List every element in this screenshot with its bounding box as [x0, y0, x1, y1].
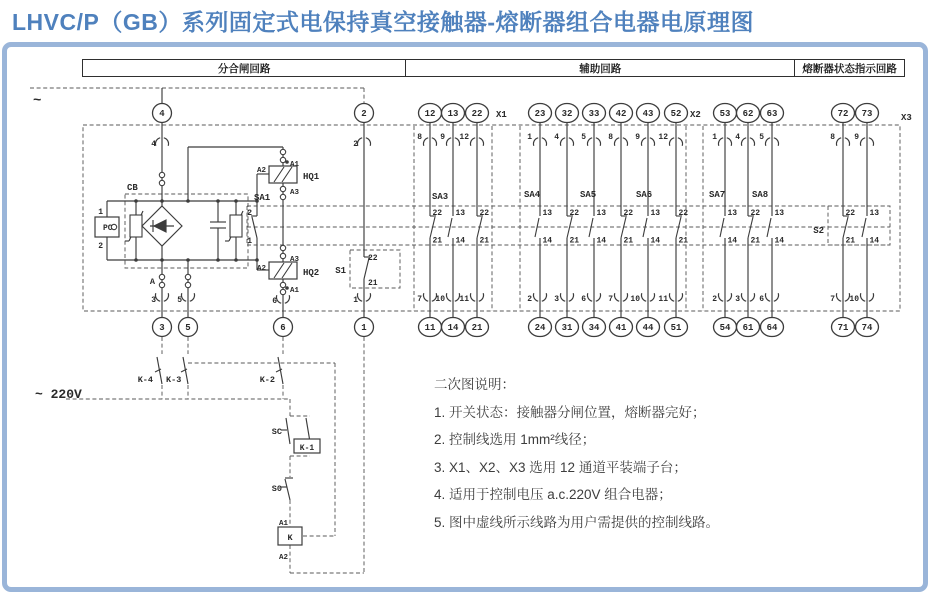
- contact-blade: [720, 218, 724, 237]
- connector-number: 9: [635, 133, 640, 142]
- junction-dot: [216, 258, 220, 262]
- secondary-diagram-notes: [434, 371, 864, 536]
- contact-number: 21: [569, 236, 580, 246]
- contact-number: 13: [542, 209, 553, 218]
- plug-contact-icon: [185, 274, 190, 279]
- contact-number: 21: [479, 236, 490, 246]
- connector-number: 11: [459, 295, 469, 304]
- note-line: 2. 控制线选用 1mm²线径；: [434, 432, 596, 447]
- schematic-label: A1: [290, 161, 300, 169]
- junction-dot: [255, 258, 259, 262]
- schematic-label: X2: [690, 110, 701, 120]
- schematic-label: X1: [496, 110, 507, 120]
- junction-dot: [285, 286, 289, 290]
- junction-dot: [134, 258, 138, 262]
- terminal-number: 74: [861, 323, 873, 334]
- connector-number: 9: [440, 133, 445, 142]
- connector-number: 2: [712, 295, 717, 304]
- note-line: 3. X1、X2、X3 选用 12 通道平装端子台；: [434, 459, 687, 475]
- connector-number: 10: [630, 295, 640, 304]
- contact-blade: [589, 218, 593, 237]
- connector-number: 6: [759, 295, 764, 304]
- connector-number: 8: [608, 133, 613, 142]
- contact-number: 13: [650, 209, 661, 218]
- schematic-label: A1: [290, 287, 300, 295]
- schematic-label: 4: [151, 140, 156, 149]
- schematic-label: A3: [290, 256, 300, 264]
- contact-blade: [767, 218, 771, 237]
- schematic-label: 6: [272, 297, 277, 306]
- connector-number: 8: [830, 133, 835, 142]
- contact-number: 22: [678, 209, 689, 218]
- schematic-label: SA7: [709, 190, 726, 200]
- terminal-number: 71: [837, 323, 849, 334]
- contact-number: 21: [623, 236, 634, 246]
- dashed-enclosure: [83, 125, 900, 311]
- contact-number: 13: [596, 209, 607, 218]
- contact-number: 14: [727, 236, 738, 246]
- schematic-label: ~: [33, 93, 42, 109]
- terminal-number: 63: [766, 109, 778, 120]
- schematic-label: 2: [353, 140, 358, 149]
- junction-dot: [285, 160, 289, 164]
- dashed-enclosure: [828, 206, 890, 245]
- contact-number: 14: [596, 236, 607, 246]
- schematic-label: ~ 220V: [35, 387, 82, 402]
- schematic-label: 5: [177, 296, 182, 305]
- terminal-number: 62: [742, 109, 754, 120]
- connector-number: 9: [854, 133, 859, 142]
- terminal-number: 22: [471, 109, 483, 120]
- terminal-number: 44: [642, 323, 654, 334]
- connector-number: 3: [554, 295, 559, 304]
- junction-dot: [234, 258, 238, 262]
- schematic-label: 2: [98, 242, 103, 251]
- schematic-label: HQ1: [303, 172, 320, 182]
- contact-number: 13: [869, 209, 880, 218]
- contact-number: 22: [750, 209, 761, 218]
- contact-number: 14: [542, 236, 553, 246]
- schematic-label: S1: [335, 266, 346, 276]
- plug-contact-icon: [159, 172, 164, 177]
- plug-contact-icon: [280, 253, 285, 258]
- schematic-label: K-4: [137, 375, 153, 385]
- terminal-number: 13: [447, 109, 459, 120]
- note-line: 1. 开关状态：接触器分闸位置，熔断器完好；: [434, 404, 706, 420]
- connector-number: 8: [417, 133, 422, 142]
- contact-number: 21: [750, 236, 761, 246]
- schematic-label: CB: [127, 183, 138, 193]
- contact-number: 14: [774, 236, 785, 246]
- contact-number: 22: [432, 209, 443, 218]
- contact-blade: [862, 218, 866, 237]
- contact-number: 22: [479, 209, 490, 218]
- contact-blade: [621, 217, 626, 238]
- rectifier-icon: [154, 220, 166, 232]
- terminal-number: 12: [424, 109, 436, 120]
- header-section-fuse-status-circuit: 熔断器状态指示回路: [794, 60, 904, 76]
- contact-number: 21: [432, 236, 443, 246]
- varistor-icon: [230, 215, 242, 237]
- schematic-label: SC: [271, 427, 282, 437]
- schematic-label: SA3: [432, 192, 449, 202]
- contact-blade: [448, 218, 452, 237]
- junction-dot: [160, 199, 164, 203]
- connector-number: 12: [658, 133, 668, 142]
- terminal-number: 33: [588, 109, 600, 120]
- notes-heading: 二次图说明：: [434, 377, 515, 392]
- terminal-number: 42: [615, 109, 627, 120]
- connector-number: 2: [527, 295, 532, 304]
- schematic-label: S2: [813, 226, 824, 236]
- junction-dot: [160, 258, 164, 262]
- plug-contact-icon: [280, 289, 285, 294]
- terminal-number: 5: [185, 323, 191, 334]
- terminal-number: 64: [766, 323, 778, 334]
- contact-number: 13: [774, 209, 785, 218]
- connector-number: 10: [849, 295, 859, 304]
- contact-number: 14: [869, 236, 880, 246]
- circuit-section-header: [82, 59, 905, 77]
- schematic-label: A2: [278, 554, 288, 562]
- connector-number: 10: [435, 295, 445, 304]
- plug-contact-icon: [159, 180, 164, 185]
- contact-number: 14: [650, 236, 661, 246]
- terminal-number: 72: [837, 109, 849, 120]
- wire: [252, 217, 257, 238]
- terminal-number: 51: [670, 323, 682, 334]
- connector-number: 1: [712, 133, 717, 142]
- terminal-number: 6: [280, 323, 286, 334]
- schematic-label: K-2: [259, 375, 275, 385]
- connector-number: 1: [527, 133, 532, 142]
- terminal-number: 32: [561, 109, 573, 120]
- terminal-number: 73: [861, 109, 873, 120]
- header-section-open-close-circuit: 分合闸回路: [217, 62, 271, 75]
- contact-blade: [676, 217, 681, 238]
- page-title: LHVC/P（GB）系列固定式电保持真空接触器-熔断器组合电器电原理图: [12, 9, 754, 35]
- terminal-number: 23: [534, 109, 546, 120]
- terminal-number: 53: [719, 109, 731, 120]
- connector-number: 7: [417, 295, 422, 304]
- plug-contact-icon: [280, 149, 285, 154]
- terminal-number: 24: [534, 323, 546, 334]
- contact-number: 22: [569, 209, 580, 218]
- schematic-label: 1: [98, 208, 103, 217]
- note-line: 5. 图中虚线所示线路为用户需提供的控制线路。: [434, 514, 720, 530]
- contact-blade: [430, 217, 435, 238]
- junction-dot: [216, 199, 220, 203]
- contact-number: 21: [845, 236, 856, 246]
- connector-number: 12: [459, 133, 469, 142]
- contact-number: 22: [623, 209, 634, 218]
- wire: [306, 418, 310, 442]
- junction-dot: [186, 199, 190, 203]
- schematic-label: A2: [256, 167, 266, 175]
- connector-number: 3: [735, 295, 740, 304]
- terminal-number: 41: [615, 323, 627, 334]
- plug-contact-icon: [280, 157, 285, 162]
- schematic-label: A2: [256, 265, 266, 273]
- wire: [286, 418, 290, 444]
- contact-number: 13: [727, 209, 738, 218]
- contact-number: 13: [455, 209, 466, 218]
- schematic-label: HQ2: [303, 268, 320, 278]
- schematic-label: 1: [247, 237, 252, 246]
- plug-contact-icon: [280, 194, 285, 199]
- schematic-label: K-1: [299, 444, 315, 453]
- plug-contact-icon: [159, 274, 164, 279]
- terminal-number: 31: [561, 323, 573, 334]
- plug-contact-icon: [280, 245, 285, 250]
- contact-blade: [643, 218, 647, 237]
- connector-number: 6: [581, 295, 586, 304]
- junction-dot: [186, 258, 190, 262]
- terminal-number: 61: [742, 323, 754, 334]
- schematic-label: SA6: [636, 190, 653, 200]
- note-line: 4. 适用于控制电压 a.c.220V 组合电器；: [434, 487, 672, 502]
- schematic-label: S0: [271, 484, 282, 494]
- connector-number: 4: [554, 133, 559, 142]
- wire: [285, 479, 290, 500]
- contact-blade: [477, 217, 482, 238]
- terminal-number: 54: [719, 323, 731, 334]
- varistor-icon: [130, 215, 142, 237]
- contact-blade: [748, 217, 753, 238]
- contact-blade: [843, 217, 848, 238]
- contact-number: 14: [455, 236, 466, 246]
- schematic-label: A: [149, 277, 155, 287]
- schematic-label: SA8: [752, 190, 769, 200]
- schematic-label: PC: [103, 224, 113, 233]
- plug-contact-icon: [280, 282, 285, 287]
- plug-contact-icon: [280, 186, 285, 191]
- schematic-label: X3: [901, 113, 912, 123]
- connector-number: 5: [581, 133, 586, 142]
- terminal-number: 52: [670, 109, 682, 120]
- terminal-number: 11: [424, 323, 436, 334]
- terminal-number: 34: [588, 323, 600, 334]
- plug-contact-icon: [185, 282, 190, 287]
- terminal-number: 21: [471, 323, 483, 334]
- schematic-label: A1: [278, 520, 288, 528]
- schematic-label: A3: [290, 189, 300, 197]
- schematic-label: K: [287, 533, 293, 543]
- terminal-number: 2: [361, 109, 367, 120]
- contact-blade: [567, 217, 572, 238]
- schematic-label: K-3: [166, 375, 182, 385]
- schematic-label: 2: [247, 209, 252, 218]
- header-section-auxiliary-circuit: 辅助回路: [405, 60, 794, 76]
- connector-number: 7: [830, 295, 835, 304]
- schematic-label: 3: [151, 296, 156, 305]
- terminal-number: 3: [159, 323, 165, 334]
- contact-number: 22: [845, 209, 856, 218]
- schematic-label: 1: [353, 296, 358, 305]
- terminal-number: 43: [642, 109, 654, 120]
- schematic-label: SA4: [524, 190, 541, 200]
- connector-number: 4: [735, 133, 740, 142]
- connector-number: 5: [759, 133, 764, 142]
- connector-number: 11: [658, 295, 668, 304]
- schematic-label: 21: [368, 279, 378, 288]
- schematic-label: SA1: [254, 193, 271, 203]
- connector-number: 7: [608, 295, 613, 304]
- terminal-number: 1: [361, 323, 367, 334]
- plug-contact-icon: [159, 282, 164, 287]
- schematic-label: SA5: [580, 190, 597, 200]
- contact-blade: [535, 218, 539, 237]
- terminal-number: 4: [159, 109, 165, 120]
- terminal-number: 14: [447, 323, 459, 334]
- contact-number: 21: [678, 236, 689, 246]
- schematic-label: 22: [368, 254, 378, 263]
- junction-dot: [134, 199, 138, 203]
- junction-dot: [234, 199, 238, 203]
